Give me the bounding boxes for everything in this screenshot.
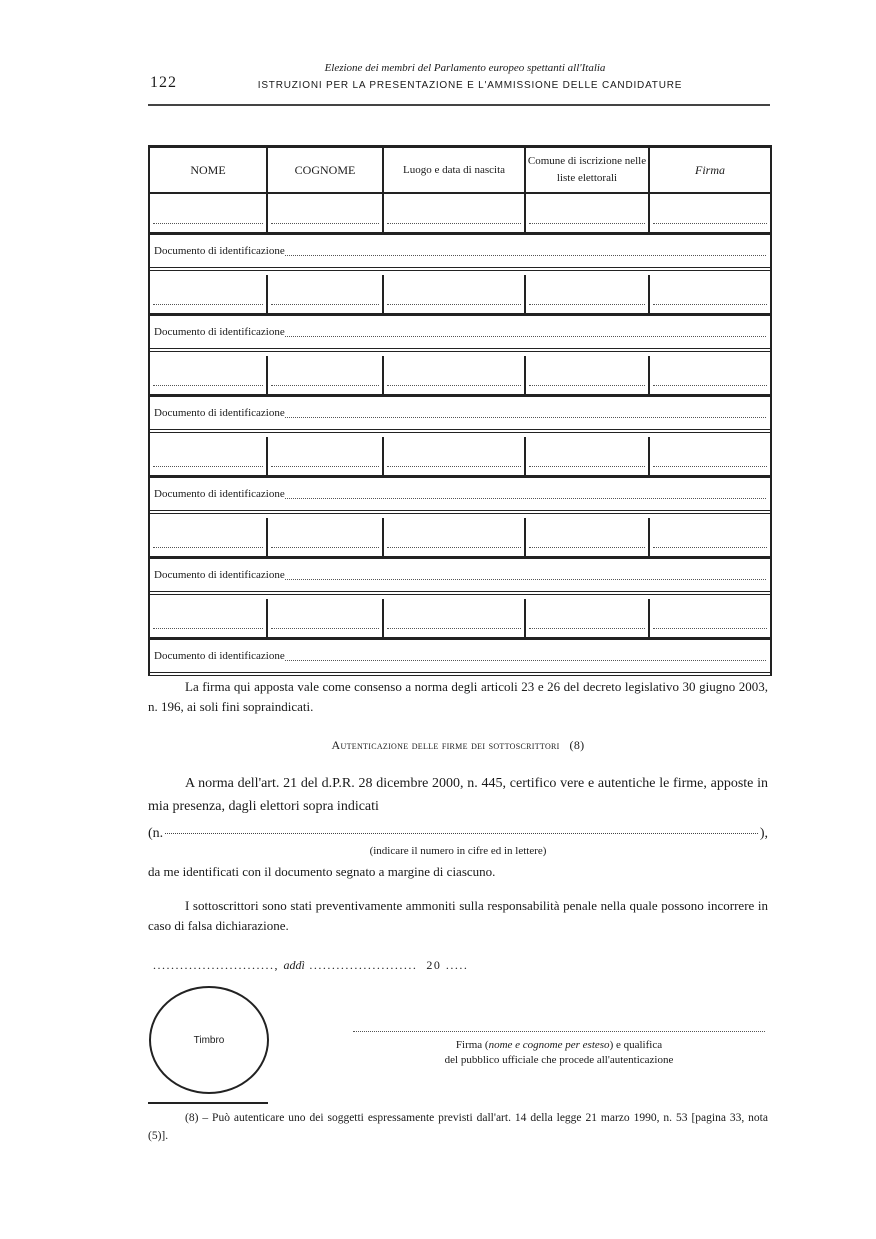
identification-document-field[interactable]: [285, 255, 766, 256]
addi-label: addì: [283, 958, 305, 972]
place-date-line: [153, 958, 468, 973]
firma-field[interactable]: [650, 356, 770, 394]
identification-document-row: [150, 640, 770, 676]
identification-document-row: [150, 235, 770, 271]
signer-entry-row: [150, 194, 770, 235]
identification-document-field[interactable]: [285, 417, 766, 418]
identification-document-row: [150, 559, 770, 595]
running-header-subtitle: ISTRUZIONI PER LA PRESENTAZIONE E L'AMMISSIONE DELLE CANDIDATURE: [257, 80, 683, 91]
running-header-title: Elezione dei membri del Parlamento europeo spettanti all'Italia: [324, 62, 606, 74]
dotted-line: [153, 628, 263, 629]
consent-note: La firma qui apposta vale come consenso a norma degli articoli 23 e 26 del decreto legislativo 30 giugno 2003, n. 196, ai soli fini sopraindicati.: [148, 679, 768, 714]
signatures-table: [148, 145, 772, 676]
dotted-line: [653, 385, 767, 386]
comune-iscrizione-field[interactable]: [526, 194, 650, 232]
luogo-data-nascita-field[interactable]: [384, 356, 526, 394]
luogo-data-nascita-field[interactable]: [384, 437, 526, 475]
dotted-line: [271, 628, 379, 629]
dotted-line: [153, 466, 263, 467]
signer-entry-row: [150, 437, 770, 478]
luogo-data-nascita-field[interactable]: [384, 599, 526, 637]
identification-document-label: Documento di identificazione: [154, 326, 285, 338]
dotted-line: [387, 628, 521, 629]
nome-field[interactable]: [150, 518, 268, 556]
dotted-line: [271, 385, 379, 386]
dotted-line: [653, 223, 767, 224]
column-header-nome: NOME: [150, 148, 268, 192]
luogo-data-nascita-field[interactable]: [384, 275, 526, 313]
luogo-data-nascita-field[interactable]: [384, 518, 526, 556]
identification-document-row: [150, 397, 770, 433]
dotted-line: [529, 304, 645, 305]
page-number: 122: [150, 74, 177, 91]
dotted-line: [529, 223, 645, 224]
column-header-firma: Firma: [695, 162, 725, 177]
nome-field[interactable]: [150, 599, 268, 637]
nome-field[interactable]: [150, 437, 268, 475]
date-field[interactable]: ........................: [309, 958, 418, 972]
identification-document-row: [150, 316, 770, 352]
comune-iscrizione-field[interactable]: [526, 356, 650, 394]
dotted-line: [271, 466, 379, 467]
signature-caption-line2: del pubblico ufficiale che procede all'autenticazione: [444, 1054, 674, 1066]
dotted-line: [271, 223, 379, 224]
column-header-comune-iscrizione: Comune di iscrizione nelle liste elettorali: [526, 148, 650, 192]
nome-field[interactable]: [150, 194, 268, 232]
comune-iscrizione-field[interactable]: [526, 599, 650, 637]
dotted-line: [387, 304, 521, 305]
signer-entry-row: [150, 356, 770, 397]
identification-document-row: [150, 478, 770, 514]
signer-entry-row: [150, 599, 770, 640]
warning-paragraph: I sottoscrittori sono stati preventivamente ammoniti sulla responsabilità penale nella quale possono incorrere in caso di falsa dichiarazione.: [148, 898, 768, 933]
nome-field[interactable]: [150, 356, 268, 394]
table-header-row: [150, 145, 770, 194]
cognome-field[interactable]: [268, 599, 384, 637]
firma-field[interactable]: [650, 599, 770, 637]
dotted-line: [529, 385, 645, 386]
dotted-line: [653, 628, 767, 629]
certification-paragraph: A norma dell'art. 21 del d.P.R. 28 dicembre 2000, n. 445, certifico vere e autentiche le firme, apposte in mia presenza, dagli elettori sopra indicati: [148, 776, 768, 814]
dotted-line: [387, 466, 521, 467]
dotted-line: [529, 628, 645, 629]
header-rule: [148, 104, 770, 106]
signer-count-prefix: (n.: [148, 826, 164, 841]
identification-document-field[interactable]: [285, 579, 766, 580]
dotted-line: [153, 385, 263, 386]
cognome-field[interactable]: [268, 437, 384, 475]
section-heading-footnote-ref: (8): [569, 738, 585, 752]
signature-caption: [353, 1038, 765, 1068]
signer-count-line: [148, 826, 768, 842]
cognome-field[interactable]: [268, 518, 384, 556]
dotted-line: [387, 385, 521, 386]
stamp-label: Timbro: [193, 1034, 225, 1046]
signer-count-suffix: ),: [759, 826, 768, 841]
firma-field[interactable]: [650, 194, 770, 232]
dotted-line: [529, 547, 645, 548]
dotted-line: [653, 466, 767, 467]
signature-caption-suffix: ) e qualifica: [609, 1039, 663, 1051]
identification-text: da me identificati con il documento segnato a margine di ciascuno.: [148, 864, 496, 879]
comune-iscrizione-field[interactable]: [526, 275, 650, 313]
identification-document-label: Documento di identificazione: [154, 407, 285, 419]
firma-field[interactable]: [650, 518, 770, 556]
identification-document-label: Documento di identificazione: [154, 488, 285, 500]
dotted-line: [653, 304, 767, 305]
column-header-cognome: COGNOME: [268, 148, 384, 192]
signer-entry-row: [150, 518, 770, 559]
stamp-circle: [149, 986, 269, 1094]
luogo-data-nascita-field[interactable]: [384, 194, 526, 232]
identification-document-field[interactable]: [285, 498, 766, 499]
footnote-rule: [148, 1102, 268, 1104]
official-signature-field[interactable]: [353, 1031, 765, 1032]
dotted-line: [153, 304, 263, 305]
identification-document-field[interactable]: [285, 336, 766, 337]
dotted-line: [387, 547, 521, 548]
dotted-line: [653, 547, 767, 548]
dotted-line: [153, 223, 263, 224]
dotted-line: [387, 223, 521, 224]
identification-document-label: Documento di identificazione: [154, 569, 285, 581]
identification-document-label: Documento di identificazione: [154, 245, 285, 257]
dotted-line: [271, 547, 379, 548]
section-heading: [148, 738, 768, 753]
section-heading-text: Autenticazione delle firme dei sottoscrittori: [331, 738, 560, 752]
firma-field[interactable]: [650, 437, 770, 475]
footnote: (8) – Può autenticare uno dei soggetti espressamente previsti dall'art. 14 della legge 21 marzo 1990, n. 53 [pagina 33, nota (5)].: [148, 1112, 768, 1142]
signature-caption-italic: nome e cognome per esteso: [488, 1039, 610, 1051]
nome-field[interactable]: [150, 275, 268, 313]
signer-entry-row: [150, 275, 770, 316]
signature-caption-prefix: Firma (: [455, 1039, 489, 1051]
signer-count-field[interactable]: [165, 833, 758, 834]
dotted-line: [529, 466, 645, 467]
place-field[interactable]: ...........................,: [153, 958, 279, 972]
signer-count-hint: (indicare il numero in cifre ed in lettere): [369, 845, 547, 857]
dotted-line: [271, 304, 379, 305]
column-header-luogo-data-nascita: Luogo e data di nascita: [384, 148, 526, 192]
dotted-line: [153, 547, 263, 548]
year-field[interactable]: 20 .....: [426, 958, 469, 972]
identification-document-label: Documento di identificazione: [154, 650, 285, 662]
cognome-field[interactable]: [268, 356, 384, 394]
identification-document-field[interactable]: [285, 660, 766, 661]
cognome-field[interactable]: [268, 194, 384, 232]
comune-iscrizione-field[interactable]: [526, 518, 650, 556]
firma-field[interactable]: [650, 275, 770, 313]
comune-iscrizione-field[interactable]: [526, 437, 650, 475]
cognome-field[interactable]: [268, 275, 384, 313]
